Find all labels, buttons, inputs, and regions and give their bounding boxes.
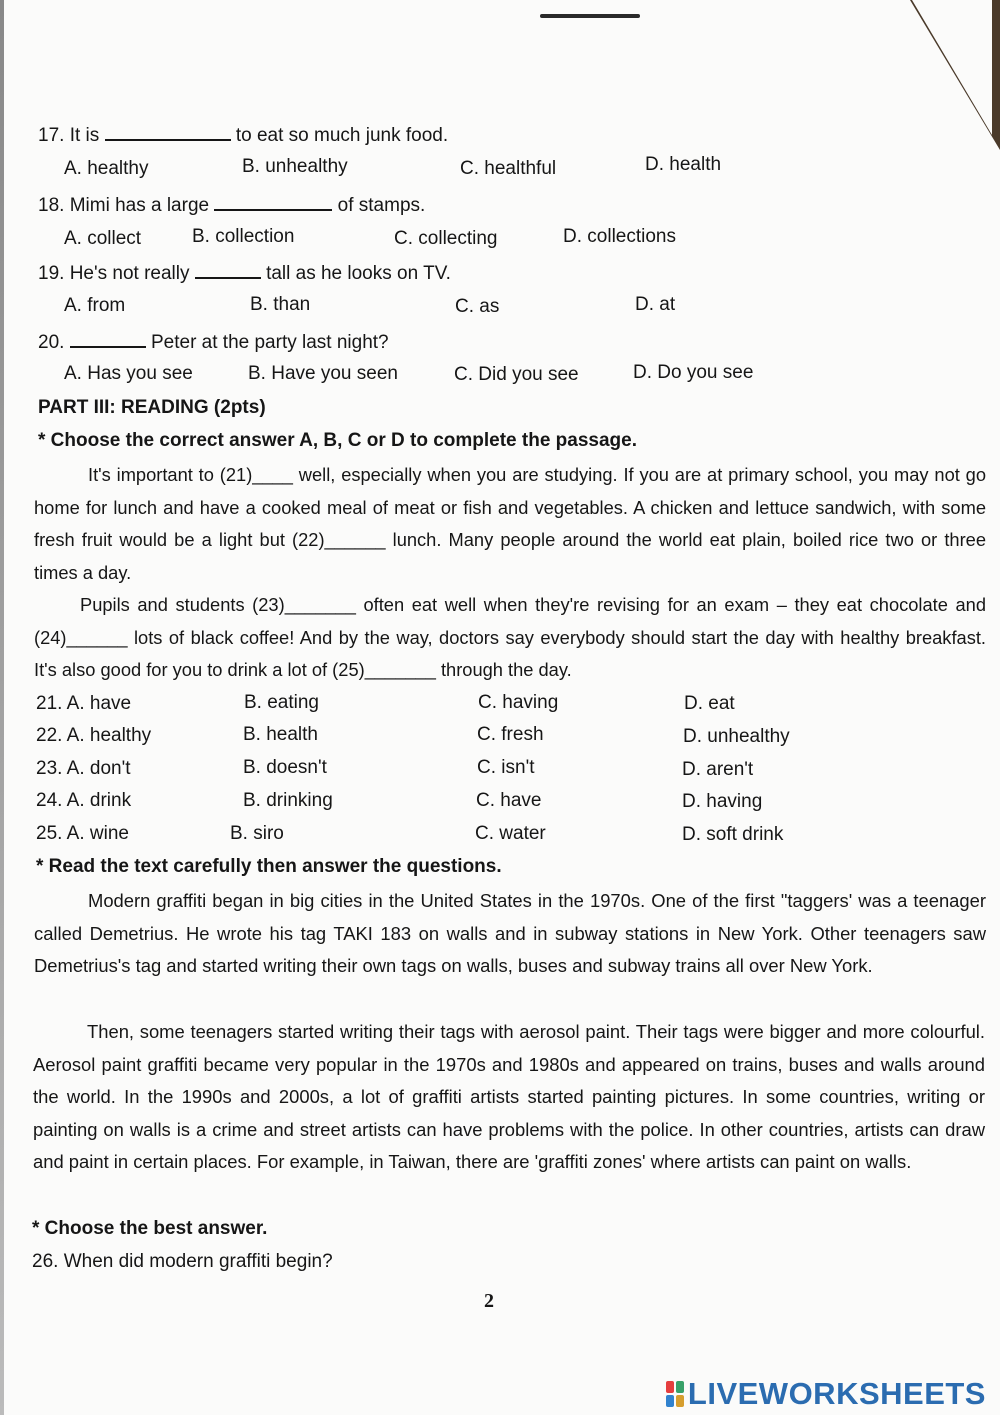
question-18 [38, 191, 425, 218]
question-number: 18. [38, 195, 65, 216]
passage-paragraph: Then, some teenagers started writing their tags with aerosol paint. Their tags were bigger and more colourful. Aerosol paint graffiti became very popular in the 1970s and 1980s and appeared on trains, buses and walls around the world. In the 1990s and 2000s, a lot of graffiti artists started painting pictures. In some countries, writing or painting on walls is a crime and street artists can have problems with the police. In other countries, artists can draw and paint in certain places. For example, in Taiwan, there are 'graffiti zones' where artists can paint on walls. [33, 1021, 985, 1172]
option-d[interactable]: D. eat [684, 693, 735, 714]
option-d[interactable]: D. health [645, 154, 722, 175]
option-a[interactable]: A. from [64, 295, 126, 316]
question-17 [38, 121, 448, 148]
option-b[interactable]: B. unhealthy [242, 156, 348, 177]
question-text-post: Peter at the party last night? [150, 332, 389, 353]
option-c[interactable]: C. have [476, 790, 542, 811]
answer-row-21 [36, 692, 131, 716]
question-number: 23. [36, 758, 63, 779]
scan-mark [540, 14, 640, 18]
option-c[interactable]: C. Did you see [454, 364, 579, 385]
instruction-read-text: * Read the text carefully then answer the questions. [36, 856, 502, 877]
answer-blank[interactable] [105, 121, 231, 141]
question-number: 20. [38, 332, 65, 353]
instruction-best-answer: * Choose the best answer. [32, 1218, 268, 1239]
question-text-pre: Mimi has a large [69, 195, 210, 216]
answer-blank[interactable] [195, 259, 261, 279]
option-d[interactable]: D. aren't [682, 759, 754, 780]
option-b[interactable]: B. eating [244, 692, 319, 713]
option-a[interactable]: A. collect [64, 228, 142, 249]
option-d[interactable]: D. at [635, 294, 676, 315]
question-text-pre: It is [69, 125, 100, 146]
question-number: 25. [36, 823, 63, 844]
page-number: 2 [484, 1290, 494, 1312]
option-c[interactable]: C. having [478, 692, 559, 713]
option-b[interactable]: B. siro [230, 823, 284, 844]
option-d[interactable]: D. collections [563, 226, 676, 247]
option-a[interactable]: A. wine [66, 823, 129, 844]
option-d[interactable]: D. soft drink [682, 824, 784, 845]
option-b[interactable]: B. than [250, 294, 311, 315]
reading-passage-2 [34, 885, 986, 983]
question-19 [38, 259, 451, 286]
option-b[interactable]: B. collection [192, 226, 295, 247]
option-c[interactable]: C. fresh [477, 724, 544, 745]
option-d[interactable]: D. unhealthy [683, 726, 790, 747]
option-b[interactable]: B. Have you seen [248, 363, 398, 384]
answer-row-24 [36, 789, 131, 813]
option-a[interactable]: A. Has you see [64, 363, 193, 384]
answer-row-25 [36, 822, 129, 846]
reading-passage-1b [34, 589, 986, 687]
option-c[interactable]: C. as [455, 296, 500, 317]
option-c[interactable]: C. isn't [477, 757, 535, 778]
section-heading: PART III: READING (2pts) [38, 397, 266, 418]
question-text-post: tall as he looks on TV. [266, 263, 451, 284]
question-26: 26. When did modern graffiti begin? [32, 1251, 333, 1272]
question-text-post: of stamps. [337, 195, 426, 216]
question-20 [38, 328, 389, 355]
question-text-pre: He's not really [69, 263, 190, 284]
option-b[interactable]: B. health [243, 724, 318, 745]
option-a[interactable]: A. drink [66, 790, 132, 811]
option-c[interactable]: C. collecting [394, 228, 498, 249]
question-number: 19. [38, 263, 65, 284]
instruction-complete-passage: * Choose the correct answer A, B, C or D to complete the passage. [38, 430, 638, 451]
option-c[interactable]: C. water [475, 823, 546, 844]
reading-passage-1 [34, 459, 986, 589]
question-number: 22. [36, 725, 63, 746]
passage-paragraph: Modern graffiti began in big cities in the United States in the 1970s. One of the first "taggers' was a teenager called Demetrius. He wrote his tag TAKI 183 on walls and in subway stations in New York. Other teenagers saw Demetrius's tag and started writing their own tags on walls, buses and subway trains all over New York. [34, 890, 986, 976]
question-number: 21. [36, 693, 63, 714]
option-a[interactable]: A. don't [66, 758, 131, 779]
answer-row-22 [36, 724, 151, 748]
reading-passage-2b [33, 1016, 985, 1179]
option-a[interactable]: A. healthy [64, 158, 149, 179]
option-a[interactable]: A. healthy [66, 725, 152, 746]
answer-blank[interactable] [70, 328, 146, 348]
option-b[interactable]: B. doesn't [243, 757, 327, 778]
option-d[interactable]: D. Do you see [633, 362, 754, 383]
question-number: 24. [36, 790, 63, 811]
question-number: 17. [38, 125, 65, 146]
option-a[interactable]: A. have [66, 693, 132, 714]
passage-paragraph: Pupils and students (23)_______ often eat well when they're revising for an exam – they eat chocolate and (24)______ lots of black coffee! And by the way, doctors say everybody should start the day with healthy breakfast. It's also good for you to drink a lot of (25)_______ through the day. [34, 594, 986, 680]
folded-corner-inner [912, 0, 992, 135]
page-edge-shadow [0, 0, 4, 1415]
question-text-post: to eat so much junk food. [235, 125, 449, 146]
option-b[interactable]: B. drinking [243, 790, 333, 811]
liveworksheets-icon [666, 1381, 684, 1407]
answer-row-23 [36, 757, 131, 781]
passage-paragraph: It's important to (21)____ well, especially when you are studying. If you are at primary school, you may not go home for lunch and have a cooked meal of meat or fish and vegetables. A chicken and lettuce sandwich, with some fresh fruit would be a light but (22)______ lunch. Many people around the world eat plain, boiled rice two or three times a day. [34, 464, 986, 583]
option-d[interactable]: D. having [682, 791, 763, 812]
answer-blank[interactable] [214, 191, 332, 211]
option-c[interactable]: C. healthful [460, 158, 557, 179]
brand-name: LIVEWORKSHEETS [687, 1376, 986, 1411]
liveworksheets-logo [666, 1376, 986, 1412]
